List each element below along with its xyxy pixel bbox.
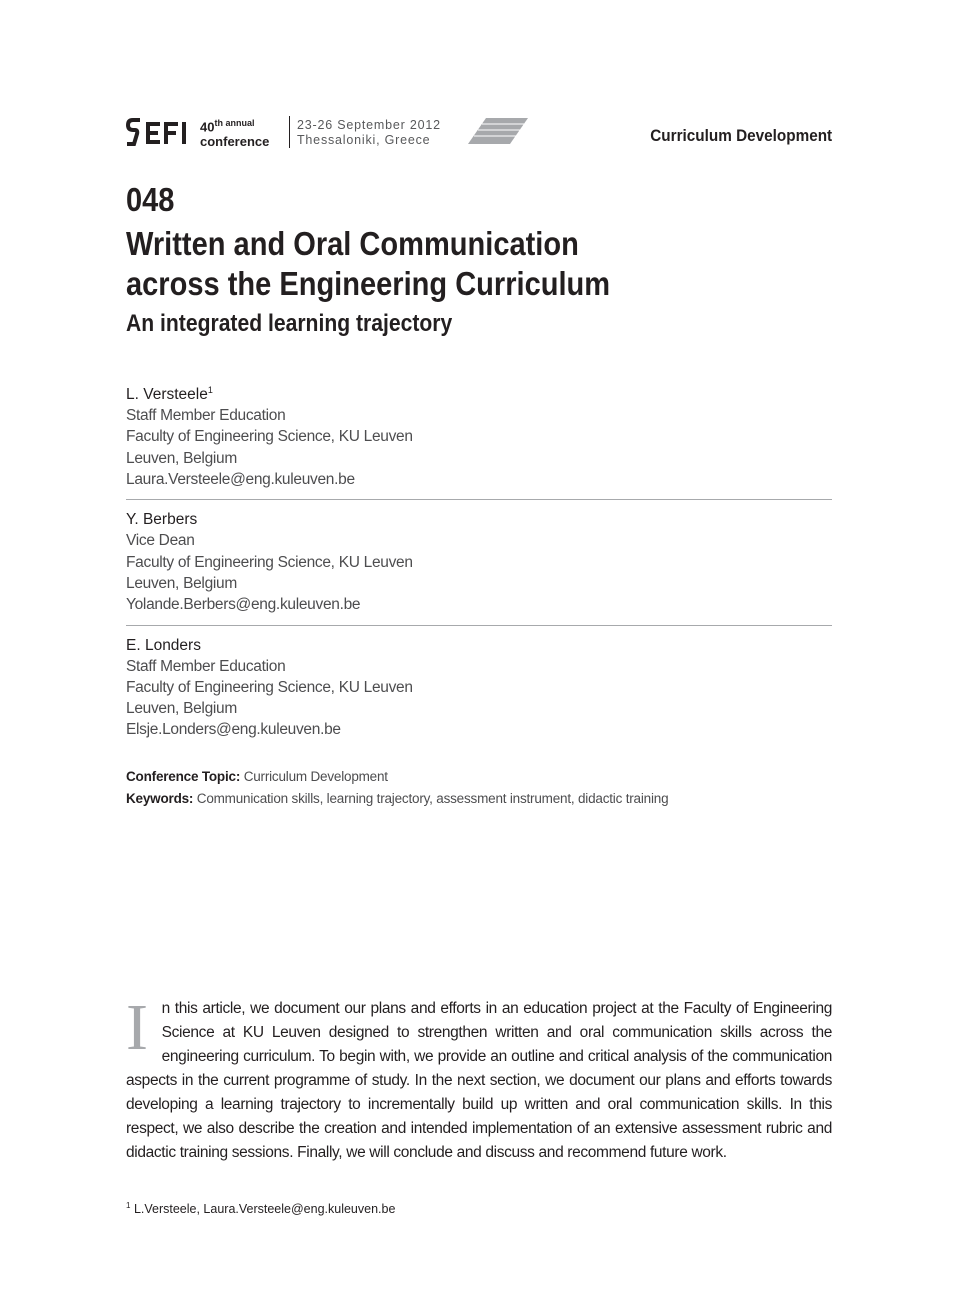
conference-header — [126, 114, 832, 154]
abstract — [126, 991, 832, 1165]
author-affiliation: Faculty of Engineering Science, KU Leuven — [126, 553, 413, 571]
author-name: E. Londers — [126, 636, 201, 654]
author-block — [126, 625, 832, 750]
conference-ordinal-suffix: th annual — [214, 118, 255, 128]
keywords — [126, 788, 832, 810]
author-location: Leuven, Belgium — [126, 700, 237, 718]
footnote — [126, 1197, 395, 1218]
author-block — [126, 499, 832, 624]
conference-location: Thessaloniki, Greece — [297, 133, 431, 147]
author-name: L. Versteele — [126, 386, 208, 404]
author-email: Laura.Versteele@eng.kuleuven.be — [126, 471, 355, 489]
author-role: Staff Member Education — [126, 407, 286, 425]
author-location: Leuven, Belgium — [126, 574, 237, 592]
keywords-value: Communication skills, learning trajectory, assessment instrument, didactic training — [196, 790, 669, 806]
author-footnote-mark: 1 — [207, 385, 213, 395]
keywords-label: Keywords: — [126, 790, 194, 806]
author-affiliation: Faculty of Engineering Science, KU Leuven — [126, 428, 413, 446]
author-affiliation: Faculty of Engineering Science, KU Leuven — [126, 678, 413, 696]
topic-label: Conference Topic: — [126, 769, 241, 784]
footnote-mark: 1 — [126, 1201, 131, 1210]
paper-number: 048 — [126, 181, 175, 218]
abstract-dropcap: I — [126, 991, 148, 1064]
footnote-text: L.Versteele, Laura.Versteele@eng.kuleuven.be — [133, 1202, 396, 1217]
conference-ordinal: 40 — [200, 119, 215, 135]
author-name: Y. Berbers — [126, 511, 198, 529]
topic-value: Curriculum Development — [243, 769, 388, 784]
author-email: Yolande.Berbers@eng.kuleuven.be — [126, 596, 361, 614]
author-list — [126, 380, 832, 750]
author-block — [126, 380, 832, 499]
header-divider — [289, 116, 290, 148]
conference-dates: 23-26 September 2012 — [297, 118, 441, 132]
paper-title: Written and Oral Communication across the Engineering Curriculum — [126, 225, 611, 302]
author-name-wrapper — [126, 380, 832, 405]
conference-info — [297, 118, 441, 148]
author-role: Vice Dean — [126, 532, 195, 550]
conference-word: conference — [200, 134, 270, 150]
section-label: Curriculum Development — [650, 126, 832, 145]
paper-meta — [126, 766, 832, 809]
conference-topic — [126, 766, 832, 788]
author-location: Leuven, Belgium — [126, 449, 237, 467]
conference-edition — [200, 116, 269, 149]
abstract-text: n this article, we document our plans and efforts in an education project at the Faculty of Engineering Science at KU Leuven designed to strengthen written and oral communication skills across the engineering curriculum. To begin with, we provide an outline and critical analysis of the communication aspects in the current programme of study. In the next section, we document our plans and efforts towards developing a learning trajectory to incrementally build up written and oral communication skills. In this respect, we also describe the creation and intended implementation of an extensive assessment rubric and didactic training sessions. Finally, we will conclude and discuss and recommend future work. — [126, 1000, 832, 1161]
decorative-stripe — [468, 118, 528, 144]
paper-subtitle: An integrated learning trajectory — [126, 310, 453, 337]
sefi-logo — [126, 118, 190, 146]
author-role: Staff Member Education — [126, 657, 286, 675]
author-email: Elsje.Londers@eng.kuleuven.be — [126, 721, 341, 739]
